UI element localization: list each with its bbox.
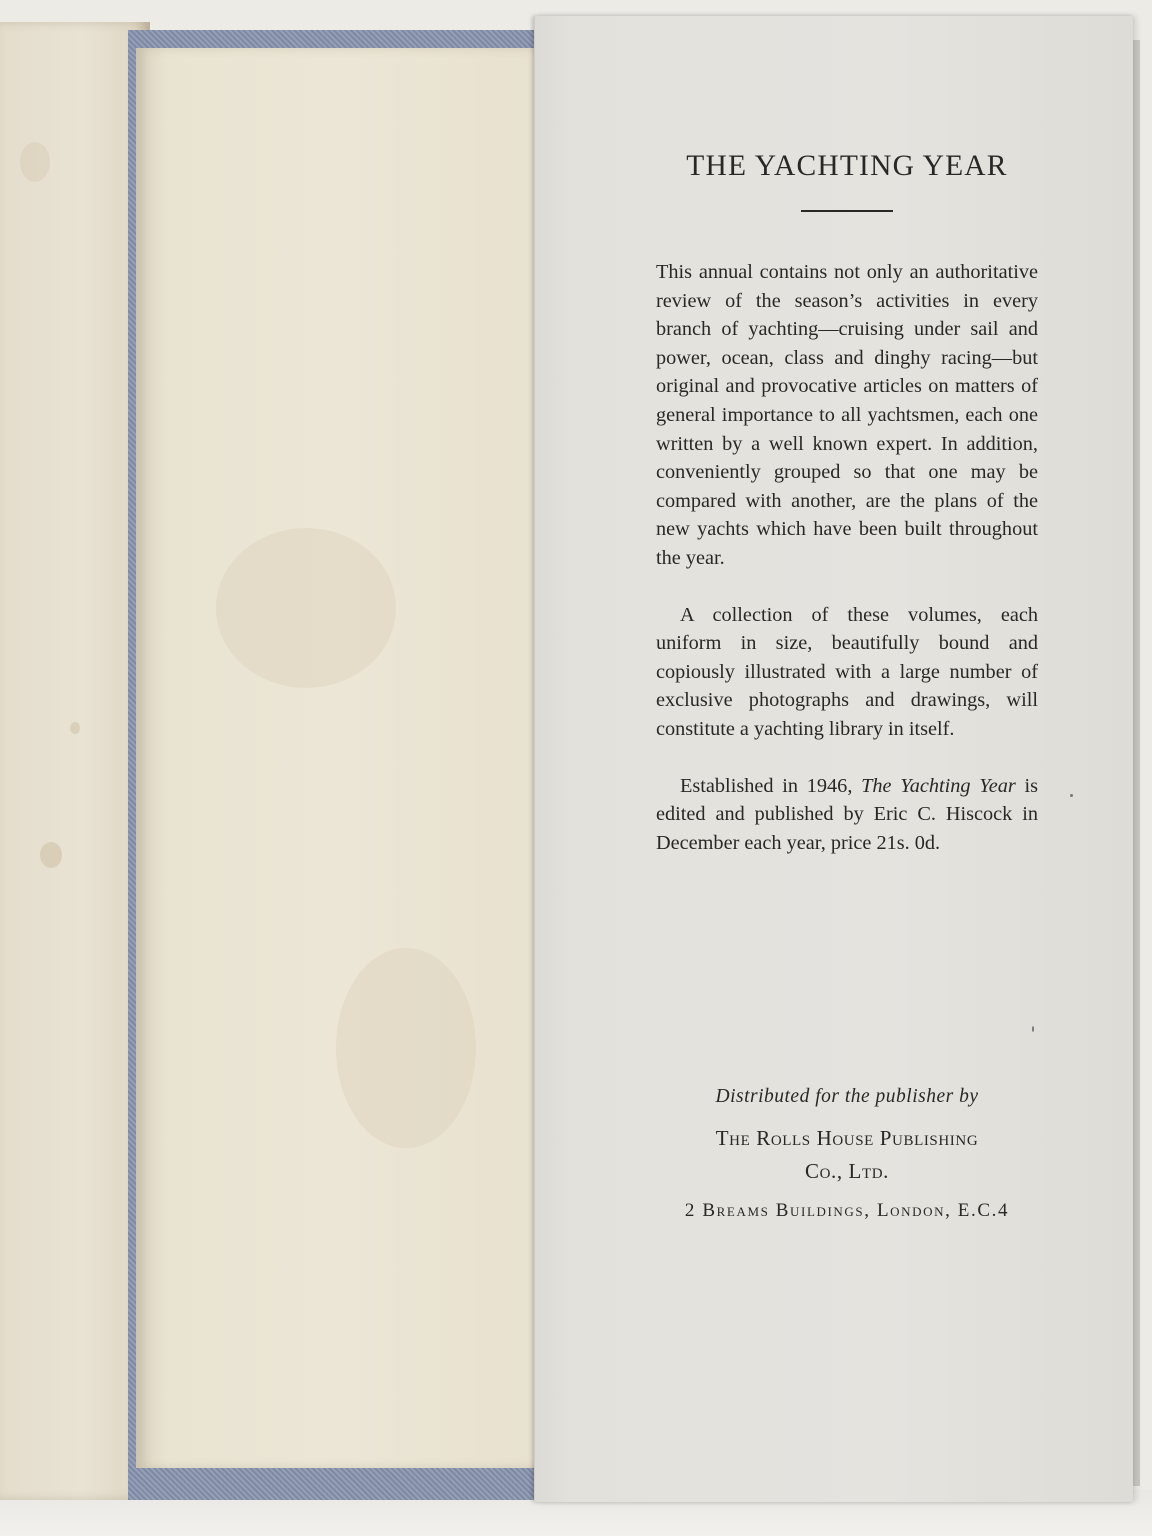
description-paragraph: This annual contains not only an authoritative review of the season’s activities in every branch of yachting—cruising under sail and power, ocean, class and dinghy racing—but original and provocative articles on matters of general importance to all yachtsmen, each one written by a well known expert. In addition, conveniently grouped so that one may be compared with another, are the plans of the new yachts which have been built throughout the year. — [656, 261, 1038, 569]
flap-title: THE YACHTING YEAR — [686, 150, 1008, 182]
established-paragraph — [656, 772, 1038, 858]
foxing-spot — [20, 142, 50, 182]
publisher-name — [656, 1122, 1038, 1188]
publisher-address: 2 Breams Buildings, London, E.C.4 — [684, 1200, 1010, 1221]
distributor-note: Distributed for the publisher by — [715, 1086, 979, 1107]
paper-stain — [216, 528, 396, 688]
paper-speck — [1032, 1026, 1034, 1032]
established-text-end: is edited and published by Eric C. Hiscock in December each year, price 21s. 0d. — [656, 774, 1038, 854]
flap-text — [656, 150, 1038, 857]
established-text: Established in 1946, — [680, 774, 862, 797]
publisher-line-2: Co., Ltd. — [804, 1159, 890, 1183]
distributor-block — [656, 1086, 1038, 1222]
paper-stain — [336, 948, 476, 1148]
book-title-italic: The Yachting Year — [861, 774, 1016, 797]
foxing-spot — [40, 842, 62, 868]
publisher-line-1: The Rolls House Publishing — [715, 1126, 979, 1150]
paper-speck — [1070, 794, 1073, 797]
foxing-spot — [70, 722, 80, 734]
front-pastedown — [136, 48, 540, 1468]
collection-paragraph: A collection of these volumes, each uniform in size, beautifully bound and copiously illustrated with a large number of exclusive photographs and drawings, will constitute a yachting library in itself. — [656, 603, 1038, 740]
title-rule — [801, 210, 893, 212]
